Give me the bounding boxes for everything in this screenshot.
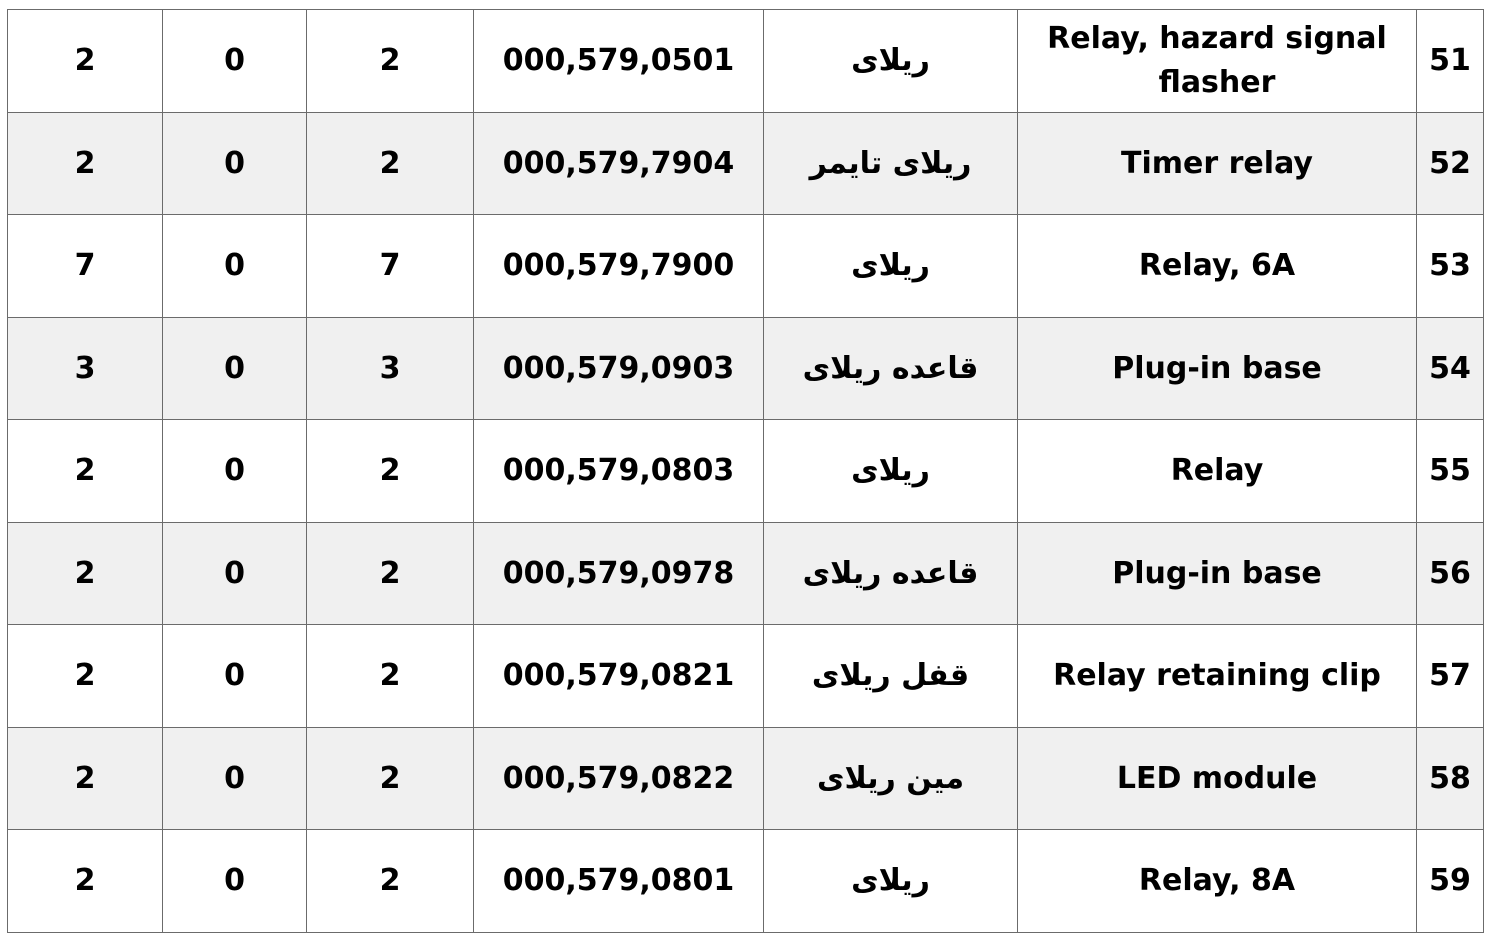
qty-a-value: 7 xyxy=(74,248,96,283)
qty-c-cell xyxy=(307,317,474,420)
persian-name-value: ریلای xyxy=(851,248,930,283)
qty-c-value: 2 xyxy=(379,658,401,693)
qty-a-value: 2 xyxy=(74,658,96,693)
qty-c-cell xyxy=(307,112,474,215)
qty-b-value: 0 xyxy=(224,43,245,78)
table-row xyxy=(8,830,1484,933)
row-number-cell xyxy=(1417,522,1484,625)
qty-a-cell xyxy=(8,625,163,728)
part-number-value: 000,579,0821 xyxy=(502,658,735,693)
persian-name-cell xyxy=(764,215,1018,318)
part-number-value: 000,579,0501 xyxy=(502,43,735,78)
english-name-value: Timer relay xyxy=(1121,145,1313,181)
qty-b-cell xyxy=(163,830,307,933)
table-row xyxy=(8,112,1484,215)
english-name-value: Plug-in base xyxy=(1112,555,1322,591)
english-name-value: Relay xyxy=(1170,453,1264,488)
part-number-cell xyxy=(474,420,764,523)
qty-c-cell xyxy=(307,830,474,933)
persian-name-cell xyxy=(764,522,1018,625)
qty-a-value: 2 xyxy=(74,863,96,898)
qty-a-cell xyxy=(8,112,163,215)
qty-a-value: 2 xyxy=(74,760,96,796)
qty-a-cell xyxy=(8,522,163,625)
row-number-value: 53 xyxy=(1429,248,1471,283)
qty-a-cell xyxy=(8,317,163,420)
english-name-cell xyxy=(1018,522,1417,625)
qty-b-cell xyxy=(163,625,307,728)
qty-a-value: 2 xyxy=(74,145,96,181)
row-number-cell xyxy=(1417,317,1484,420)
qty-a-value: 2 xyxy=(74,555,96,591)
qty-c-cell xyxy=(307,727,474,830)
qty-b-value: 0 xyxy=(224,145,245,181)
row-number-cell xyxy=(1417,727,1484,830)
row-number-cell xyxy=(1417,830,1484,933)
part-number-value: 000,579,0801 xyxy=(502,863,735,898)
english-name-value: Relay, 6A xyxy=(1138,248,1296,283)
qty-b-cell xyxy=(163,727,307,830)
row-number-cell xyxy=(1417,420,1484,523)
part-number-value: 000,579,0803 xyxy=(502,453,735,488)
row-number-value: 51 xyxy=(1429,43,1471,78)
row-number-value: 54 xyxy=(1429,350,1471,386)
qty-b-value: 0 xyxy=(224,658,245,693)
qty-c-cell xyxy=(307,420,474,523)
english-name-value: Plug-in base xyxy=(1112,350,1322,386)
qty-c-value: 7 xyxy=(379,248,401,283)
qty-a-cell xyxy=(8,727,163,830)
qty-b-cell xyxy=(163,522,307,625)
part-number-cell xyxy=(474,727,764,830)
qty-b-value: 0 xyxy=(224,863,245,898)
english-name-cell xyxy=(1018,10,1417,113)
qty-c-value: 2 xyxy=(379,43,401,78)
qty-c-value: 2 xyxy=(379,453,401,488)
english-name-cell xyxy=(1018,317,1417,420)
qty-b-cell xyxy=(163,215,307,318)
row-number-cell xyxy=(1417,10,1484,113)
table-row xyxy=(8,10,1484,113)
row-number-cell xyxy=(1417,215,1484,318)
qty-c-cell xyxy=(307,215,474,318)
persian-name-cell xyxy=(764,420,1018,523)
row-number-cell xyxy=(1417,112,1484,215)
english-name-value: Relay, hazard signal flasher xyxy=(1047,21,1387,100)
qty-a-cell xyxy=(8,830,163,933)
persian-name-cell xyxy=(764,625,1018,728)
qty-c-value: 2 xyxy=(379,863,401,898)
row-number-value: 59 xyxy=(1429,863,1471,898)
qty-c-cell xyxy=(307,10,474,113)
part-number-cell xyxy=(474,522,764,625)
part-number-cell xyxy=(474,112,764,215)
part-number-cell xyxy=(474,215,764,318)
qty-b-cell xyxy=(163,420,307,523)
table-row xyxy=(8,522,1484,625)
english-name-cell xyxy=(1018,625,1417,728)
table-row xyxy=(8,317,1484,420)
row-number-value: 52 xyxy=(1429,145,1471,181)
qty-a-value: 2 xyxy=(74,43,96,78)
persian-name-value: ریلای xyxy=(851,453,930,488)
part-number-value: 000,579,7900 xyxy=(502,248,735,283)
qty-c-value: 2 xyxy=(379,145,401,181)
qty-a-cell xyxy=(8,10,163,113)
row-number-value: 57 xyxy=(1429,658,1471,693)
qty-c-value: 3 xyxy=(379,350,401,386)
table-row xyxy=(8,420,1484,523)
table-row xyxy=(8,625,1484,728)
qty-c-cell xyxy=(307,522,474,625)
qty-b-value: 0 xyxy=(224,453,245,488)
parts-table xyxy=(7,9,1484,933)
row-number-value: 55 xyxy=(1429,453,1471,488)
english-name-cell xyxy=(1018,830,1417,933)
qty-b-cell xyxy=(163,317,307,420)
qty-b-cell xyxy=(163,112,307,215)
qty-b-value: 0 xyxy=(224,760,245,796)
part-number-value: 000,579,0978 xyxy=(502,555,735,591)
persian-name-cell xyxy=(764,727,1018,830)
row-number-cell xyxy=(1417,625,1484,728)
persian-name-cell xyxy=(764,317,1018,420)
persian-name-cell xyxy=(764,10,1018,113)
qty-a-cell xyxy=(8,420,163,523)
row-number-value: 56 xyxy=(1429,555,1471,591)
qty-a-value: 3 xyxy=(74,350,96,386)
table-row xyxy=(8,727,1484,830)
qty-c-value: 2 xyxy=(379,555,401,591)
persian-name-value: مین ریلای xyxy=(816,760,965,796)
english-name-value: Relay, 8A xyxy=(1138,863,1296,898)
part-number-value: 000,579,7904 xyxy=(502,145,735,181)
persian-name-value: ریلای xyxy=(851,863,930,898)
persian-name-value: قفل ریلای xyxy=(811,658,970,693)
qty-b-cell xyxy=(163,10,307,113)
persian-name-value: ریلای xyxy=(851,43,930,78)
english-name-cell xyxy=(1018,727,1417,830)
persian-name-value: ریلای تایمر xyxy=(809,145,972,181)
row-number-value: 58 xyxy=(1429,760,1471,796)
english-name-cell xyxy=(1018,112,1417,215)
qty-b-value: 0 xyxy=(224,248,245,283)
english-name-cell xyxy=(1018,215,1417,318)
part-number-value: 000,579,0822 xyxy=(502,760,735,796)
part-number-cell xyxy=(474,830,764,933)
qty-c-value: 2 xyxy=(379,760,401,796)
english-name-value: Relay retaining clip xyxy=(1053,658,1381,693)
english-name-cell xyxy=(1018,420,1417,523)
qty-b-value: 0 xyxy=(224,350,245,386)
qty-b-value: 0 xyxy=(224,555,245,591)
persian-name-cell xyxy=(764,830,1018,933)
persian-name-value: قاعده ریلای xyxy=(802,350,979,386)
persian-name-value: قاعده ریلای xyxy=(802,555,979,591)
persian-name-cell xyxy=(764,112,1018,215)
part-number-value: 000,579,0903 xyxy=(502,350,735,386)
qty-a-value: 2 xyxy=(74,453,96,488)
part-number-cell xyxy=(474,317,764,420)
part-number-cell xyxy=(474,625,764,728)
qty-c-cell xyxy=(307,625,474,728)
table-row xyxy=(8,215,1484,318)
part-number-cell xyxy=(474,10,764,113)
parts-table-body xyxy=(8,10,1484,933)
qty-a-cell xyxy=(8,215,163,318)
english-name-value: LED module xyxy=(1116,760,1318,796)
